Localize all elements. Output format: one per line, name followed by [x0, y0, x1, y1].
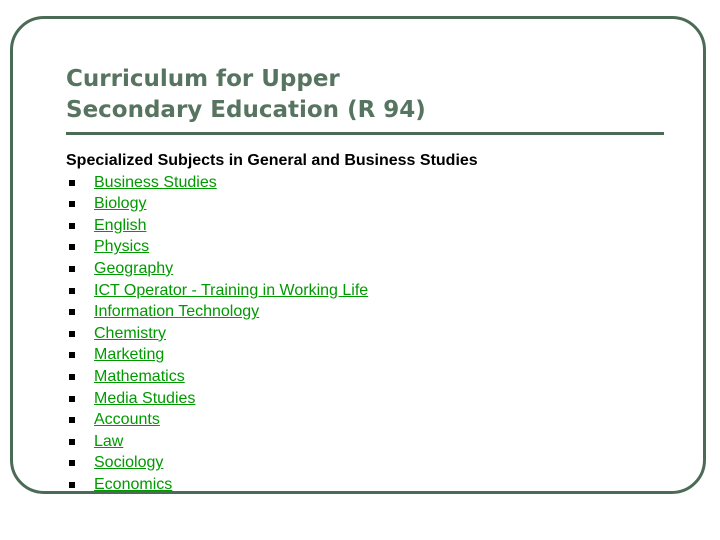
square-bullet-icon	[69, 396, 75, 402]
square-bullet-icon	[69, 331, 75, 337]
square-bullet-icon	[69, 223, 75, 229]
square-bullet-icon	[69, 482, 75, 488]
slide-content	[66, 150, 478, 496]
square-bullet-icon	[69, 460, 75, 466]
subject-link[interactable]: Media Studies	[94, 389, 196, 407]
square-bullet-icon	[69, 266, 75, 272]
list-item	[66, 409, 478, 431]
list-item	[66, 323, 478, 345]
title-divider	[66, 132, 664, 135]
square-bullet-icon	[69, 288, 75, 294]
list-item	[66, 215, 478, 237]
square-bullet-icon	[69, 352, 75, 358]
subject-link[interactable]: Marketing	[94, 346, 165, 364]
subject-link[interactable]: English	[94, 216, 147, 234]
subject-link[interactable]: Business Studies	[94, 173, 217, 191]
subject-list	[66, 172, 478, 496]
subject-link[interactable]: Economics	[94, 475, 173, 493]
list-item	[66, 388, 478, 410]
subject-link[interactable]: Sociology	[94, 454, 164, 472]
list-item	[66, 452, 478, 474]
list-item	[66, 344, 478, 366]
square-bullet-icon	[69, 374, 75, 380]
list-item	[66, 172, 478, 194]
list-item	[66, 301, 478, 323]
subject-link[interactable]: Physics	[94, 238, 150, 256]
square-bullet-icon	[69, 201, 75, 207]
subject-link[interactable]: Information Technology	[94, 303, 260, 321]
subject-link[interactable]: Geography	[94, 259, 174, 277]
subject-link[interactable]: ICT Operator - Training in Working Life	[94, 281, 369, 299]
list-item	[66, 258, 478, 280]
list-item	[66, 193, 478, 215]
list-item	[66, 236, 478, 258]
list-item	[66, 280, 478, 302]
list-item	[66, 431, 478, 453]
subject-link[interactable]: Biology	[94, 195, 147, 213]
list-item	[66, 366, 478, 388]
section-heading: Specialized Subjects in General and Business Studies	[66, 152, 478, 169]
square-bullet-icon	[69, 439, 75, 445]
subject-link[interactable]: Law	[94, 432, 124, 450]
square-bullet-icon	[69, 244, 75, 250]
slide-title: Curriculum for Upper Secondary Education (R 94)	[66, 66, 426, 123]
subject-link[interactable]: Accounts	[94, 411, 160, 429]
square-bullet-icon	[69, 180, 75, 186]
subject-link[interactable]: Chemistry	[94, 324, 167, 342]
square-bullet-icon	[69, 309, 75, 315]
square-bullet-icon	[69, 417, 75, 423]
subject-link[interactable]: Mathematics	[94, 367, 185, 385]
list-item	[66, 474, 478, 496]
